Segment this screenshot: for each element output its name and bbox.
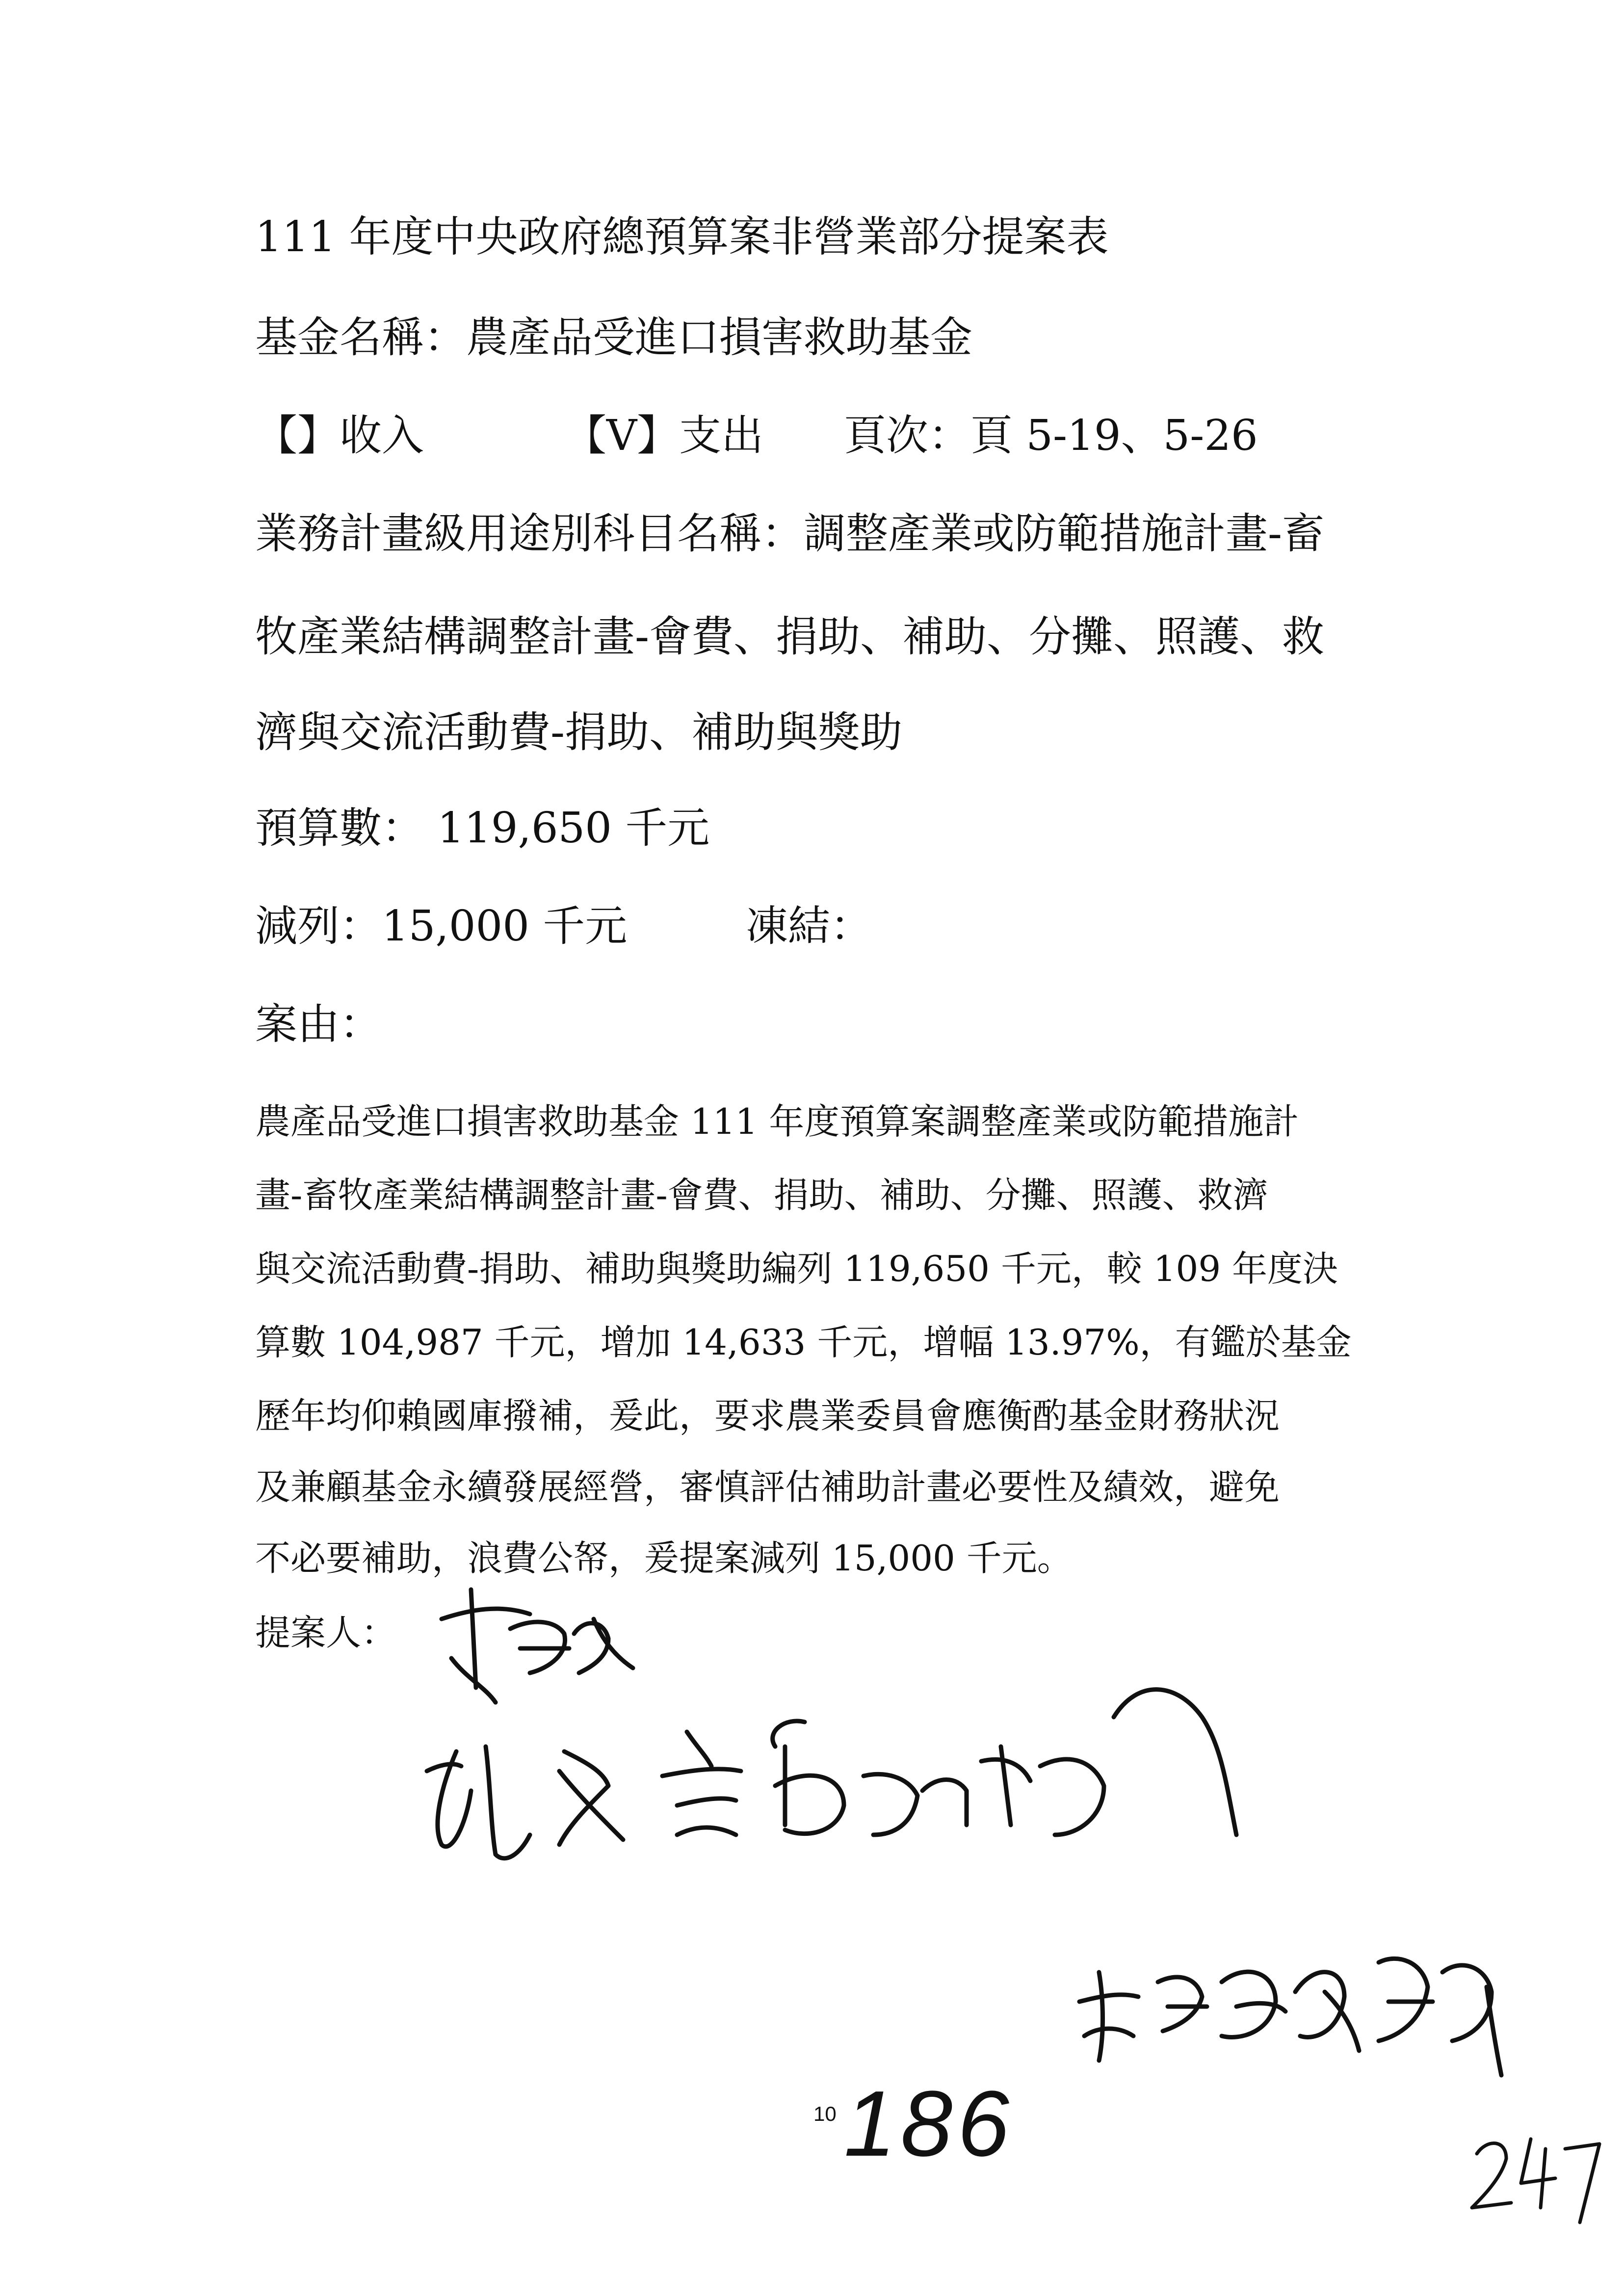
expense-checkbox-label: 【V】支出 <box>564 411 764 460</box>
subject-line-3: 濟與交流活動費-捐助、補助與獎助 <box>255 708 903 757</box>
title: 111 年度中央政府總預算案非營業部分提案表 <box>255 212 1109 261</box>
signature-3 <box>1079 1958 1501 2075</box>
fund-name: 基金名稱：農產品受進口損害救助基金 <box>255 313 972 362</box>
annotation-247 <box>1472 2139 1599 2222</box>
subject-line-1: 業務計畫級用途別科目名稱：調整產業或防範措施計畫-畜 <box>255 509 1325 558</box>
income-checkbox-label: 【】收入 <box>255 411 424 460</box>
reason-label: 案由： <box>255 1000 382 1049</box>
reason-line: 及兼顧基金永續發展經營，審慎評估補助計畫必要性及績效，避免 <box>255 1466 1280 1508</box>
cut-amount: 減列：15,000 千元 <box>255 902 628 951</box>
page-number-small: 10 <box>813 2102 837 2125</box>
reason-line: 算數 104,987 千元，增加 14,633 千元，增幅 13.97%，有鑑於基金 <box>255 1322 1352 1363</box>
signature-1 <box>442 1590 633 1702</box>
budget-amount: 預算數： 119,650 千元 <box>255 804 710 853</box>
reason-line: 農產品受進口損害救助基金 111 年度預算案調整產業或防範措施計 <box>255 1101 1299 1142</box>
page-number-handwritten: 186 <box>844 2072 1015 2176</box>
reason-line: 與交流活動費-捐助、補助與獎助編列 119,650 千元，較 109 年度決 <box>255 1248 1338 1289</box>
reason-line: 歷年均仰賴國庫撥補，爰此，要求農業委員會應衡酌基金財務狀況 <box>255 1395 1280 1436</box>
reason-line: 畫-畜牧產業結構調整計畫-會費、捐助、補助、分攤、照護、救濟 <box>255 1174 1268 1216</box>
subject-line-2: 牧產業結構調整計畫-會費、捐助、補助、分攤、照護、救 <box>255 612 1325 661</box>
proposer-label: 提案人： <box>255 1612 397 1653</box>
signature-2 <box>427 1690 1236 1858</box>
page-reference: 頁次：頁 5-19、5-26 <box>844 411 1258 460</box>
freeze-label: 凍結： <box>746 902 872 951</box>
reason-line: 不必要補助，浪費公帑，爰提案減列 15,000 千元。 <box>255 1538 1073 1579</box>
